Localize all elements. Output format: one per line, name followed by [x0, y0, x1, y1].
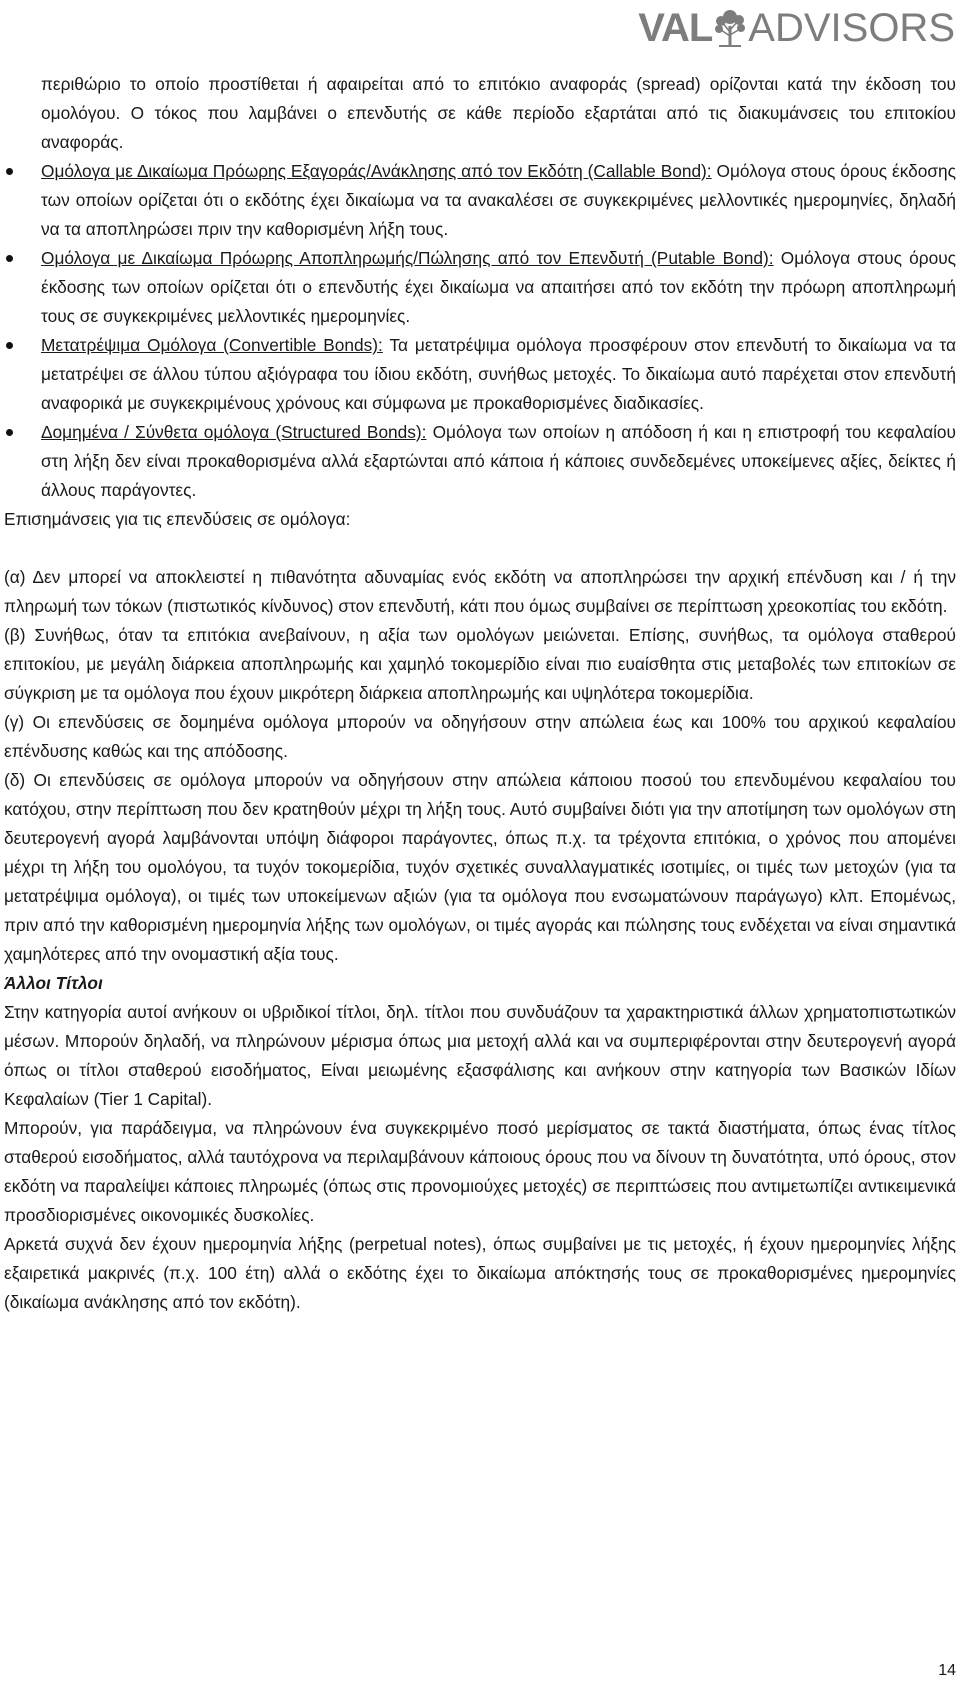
term-putable-bond: Ομόλογα με Δικαίωμα Πρόωρης Αποπληρωμής/Πώλησης από τον Επενδυτή (Putable Bond): — [41, 248, 774, 268]
note-delta: (δ) Οι επενδύσεις σε ομόλογα μπορούν να οδηγήσουν στην απώλεια κάποιου ποσού του επενδυμένου κεφαλαίου του κατόχου, στην περίπτωση που δεν κρατηθούν μέχρι τη λήξη τους. Αυτό συμβαίνει διότι για την αποτίμηση των ομολόγων στη δευτερογενή αγορά λαμβάνονται υπόψη διάφοροι παράγοντες, όπως π.χ. τα τρέχοντα επιτόκια, ο χρόνος που απομένει μέχρι τη λήξη του ομολόγου, τα τυχόν τοκομερίδια, τυχόν σχετικές συναλλαγματικές ισοτιμίες, οι τιμές των μετοχών (για τα μετατρέψιμα ομόλογα), οι τιμές των υποκείμενων αξιών (για τα ομόλογα που ενσωματώνουν παράγωγο) κλπ. Επομένως, πριν από την καθορισμένη ημερομηνία λήξης των ομολόγων, οι τιμές αγοράς και πώλησης τους ενδέχεται να είναι σημαντικά χαμηλότερες από την ονομαστική αξία τους. — [4, 770, 956, 964]
logo-text-advisors: ADVISORS — [748, 6, 955, 50]
bond-types-list — [4, 157, 956, 505]
paragraph: Στην κατηγορία αυτοί ανήκουν οι υβριδικοί τίτλοι, δηλ. τίτλοι που συνδυάζουν τα χαρακτηριστικά άλλων χρηματοπιστωτικών μέσων. Μπορούν δηλαδή, να πληρώνουν μέρισμα όπως μια μετοχή αλλά και να συμπεριφέρονται στην δευτερογενή αγορά όπως οι τίτλοι σταθερού εισοδήματος, Είναι μειωμένης εξασφάλισης και ανήκουν στην κατηγορία των Βασικών Ιδίων Κεφαλαίων (Tier 1 Capital). — [4, 1002, 956, 1109]
paragraph: Μπορούν, για παράδειγμα, να πληρώνουν ένα συγκεκριμένο ποσό μερίσματος σε τακτά διαστήματα, όπως ένας τίτλος σταθερού εισοδήματος, αλλά ταυτόχρονα να περιλαμβάνουν κάποιους όρους που να δίνουν τη δυνατότητα, υπό όρους, στον εκδότη να παραλείψει κάποιες πληρωμές (όπως στις προνομιούχες μετοχές) σε περιπτώσεις που αντιμετωπίζει αντικειμενικά προσδιορισμένες οικονομικές δυσκολίες. — [4, 1118, 957, 1225]
list-item — [4, 418, 956, 505]
term-description: Ομόλογα των οποίων η απόδοση ή και η επιστροφή του κεφαλαίου στη λήξη δεν είναι προκαθορισμένα αλλά εξαρτώνται από κάποια ή κάποιες συνδεδεμένες υποκείμενες αξίες, δείκτες ή άλλους παράγοντες. — [41, 422, 956, 500]
list-item — [4, 244, 956, 331]
list-item — [4, 157, 956, 244]
paragraph: Αρκετά συχνά δεν έχουν ημερομηνία λήξης (perpetual notes), όπως συμβαίνει με τις μετοχές, ή έχουν ημερομηνίες λήξης εξαιρετικά μακρινές (π.χ. 100 έτη) αλλά ο εκδότης έχει το δικαίωμα απόκτησής τους σε προκαθορισμένες ημερομηνίες (δικαίωμα ανάκλησης από τον εκδότη). — [4, 1234, 956, 1312]
note-gamma: (γ) Οι επενδύσεις σε δομημένα ομόλογα μπορούν να οδηγήσουν στην απώλεια έως και 100% του αρχικού κεφαλαίου επένδυσης καθώς και της απόδοσης. — [4, 712, 956, 761]
bullet-icon — [6, 342, 13, 349]
document-body — [4, 70, 956, 1317]
note-alpha: (α) Δεν μπορεί να αποκλειστεί η πιθανότητα αδυναμίας ενός εκδότη να αποπληρώσει την αρχική επένδυση και / ή την πληρωμή των τόκων (πιστωτικός κίνδυνος) στον επενδυτή, κάτι που όμως συμβαίνει σε περίπτωση χρεοκοπίας του εκδότη. — [4, 567, 956, 616]
bullet-icon — [6, 168, 13, 175]
notes-heading: Επισημάνσεις για τις επενδύσεις σε ομόλογα: — [4, 509, 351, 529]
spacer — [4, 534, 956, 563]
term-description: Τα μετατρέψιμα ομόλογα προσφέρουν στον επενδυτή το δικαίωμα να τα μετατρέψει σε άλλου τύπου αξιόγραφα του ίδιου εκδότη, συνήθως μετοχές. Το δικαίωμα αυτό παρέχεται στον επενδυτή αναφορικά με συγκεκριμένους χρόνους και σύμφωνα με προκαθορισμένες διαδικασίες. — [41, 335, 956, 413]
list-item — [4, 331, 956, 418]
note-beta: (β) Συνήθως, όταν τα επιτόκια ανεβαίνουν, η αξία των ομολόγων μειώνεται. Επίσης, συνήθως, τα ομόλογα σταθερού επιτοκίου, με μεγάλη διάρκεια αποπληρωμής και χαμηλό τοκομερίδιο είναι πιο ευαίσθητα στις μεταβολές των επιτοκίων σε σύγκριση με τα ομόλογα που έχουν μικρότερη διάρκεια αποπληρωμής και υψηλότερα τοκομερίδια. — [4, 625, 956, 703]
val-advisors-logo — [638, 6, 955, 50]
logo-text-val: VAL — [638, 6, 713, 50]
term-description: Ομόλογα στους όρους έκδοσης των οποίων ορίζεται ότι ο εκδότης έχει δικαίωμα να τα ανακαλέσει σε συγκεκριμένες μελλοντικές ημερομηνίες, δηλαδή να τα αποπληρώσει πριν την καθορισμένη λήξη τους. — [41, 161, 956, 239]
intro-continuation: περιθώριο το οποίο προστίθεται ή αφαιρείται από το επιτόκιο αναφοράς (spread) ορίζονται κατά την έκδοση του ομολόγου. Ο τόκος που λαμβάνει ο επενδυτής σε κάθε περίοδο εξαρτάται από τις διακυμάνσεις του επιτοκίου αναφοράς. — [41, 74, 956, 152]
term-callable-bond: Ομόλογα με Δικαίωμα Πρόωρης Εξαγοράς/Ανάκλησης από τον Εκδότη (Callable Bond): — [41, 161, 712, 181]
section-heading-other-securities: Άλλοι Τίτλοι — [4, 973, 103, 993]
page-number: 14 — [938, 1662, 956, 1679]
tree-icon — [713, 8, 747, 48]
bullet-icon — [6, 429, 13, 436]
bullet-icon — [6, 255, 13, 262]
term-structured-bonds: Δομημένα / Σύνθετα ομόλογα (Structured Bonds): — [41, 422, 427, 442]
term-convertible-bonds: Μετατρέψιμα Ομόλογα (Convertible Bonds): — [41, 335, 383, 355]
term-description: Ομόλογα στους όρους έκδοσης των οποίων ορίζεται ότι ο επενδυτής έχει δικαίωμα να απαιτήσει από τον εκδότη την πρόωρη αποπληρωμή τους σε συγκεκριμένες μελλοντικές ημερομηνίες. — [41, 248, 956, 326]
